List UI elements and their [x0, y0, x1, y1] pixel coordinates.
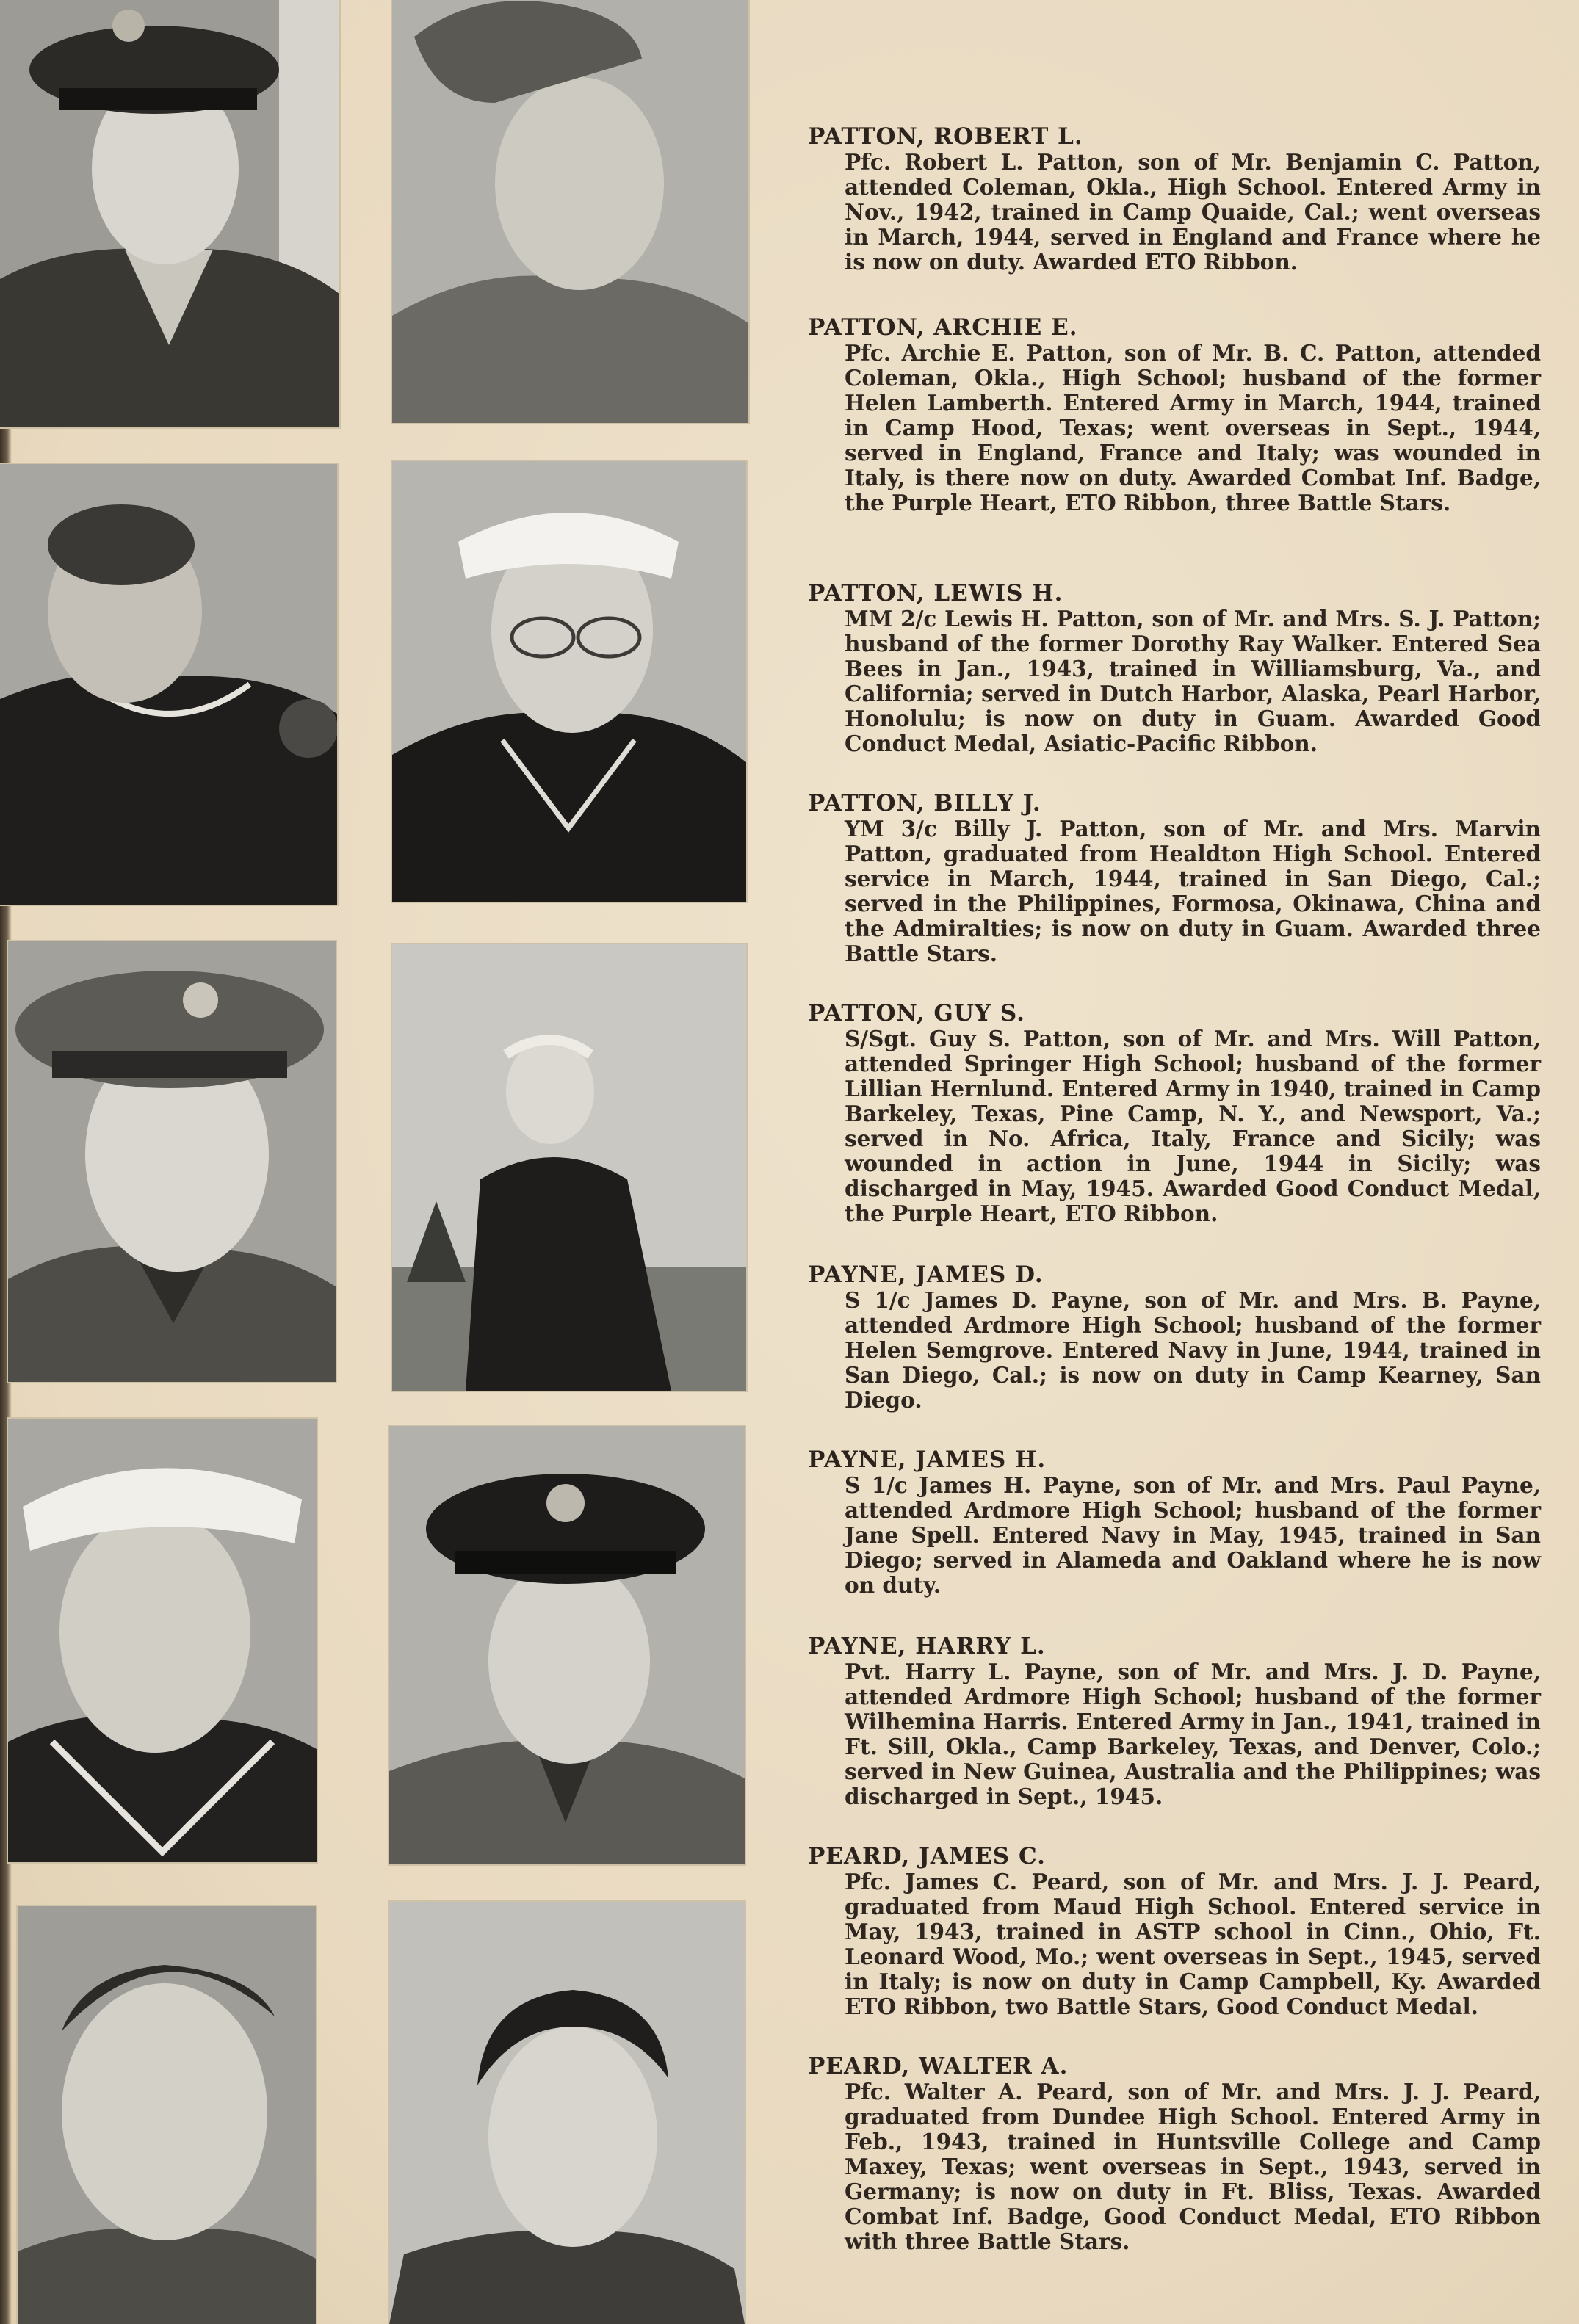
- portrait-photo-6: [392, 944, 746, 1391]
- portrait-photo-2: [392, 0, 748, 423]
- portrait-photo: [392, 944, 746, 1391]
- roster-entry: [808, 1843, 1541, 2019]
- portrait-photo: [389, 1902, 745, 2324]
- portrait-photo-10: [389, 1902, 745, 2324]
- entry-bio: Pfc. Walter A. Peard, son of Mr. and Mrs. J. J. Peard, graduated from Dundee High School. Entered Army in Feb., 1943, trained in Huntsville College and Camp Maxey, Texas; went overseas in Sept., 1943, served in Germany; is now on duty in Ft. Bliss, Texas. Awarded Combat Inf. Badge, Good Conduct Medal, ETO Ribbon with three Battle Stars.: [845, 2079, 1541, 2254]
- roster-entry: [808, 314, 1541, 515]
- portrait-photo-5: [8, 941, 336, 1382]
- roster-entry: [808, 1633, 1541, 1809]
- entry-bio: YM 3/c Billy J. Patton, son of Mr. and Mrs. Marvin Patton, graduated from Healdton High School. Entered service in March, 1944, trained in San Diego, Cal.; served in the Philippines, Formosa, Okinawa, China and the Admiralties; is now on duty in Guam. Awarded three Battle Stars.: [845, 816, 1541, 966]
- entry-bio: S 1/c James H. Payne, son of Mr. and Mrs. Paul Payne, attended Ardmore High School; husband of the former Jane Spell. Entered Navy in May, 1945, trained in San Diego; served in Alameda and Oakland where he is now on duty.: [845, 1472, 1541, 1598]
- entry-bio: S/Sgt. Guy S. Patton, son of Mr. and Mrs. Will Patton, attended Springer High School; husband of the former Lillian Hernlund. Entered Army in 1940, trained in Camp Barkeley, Texas, Pine Camp, N. Y., and Newsport, Va.; served in No. Africa, Italy, France and Sicily; was wounded in action in June, 1944 in Sicily; was discharged in May, 1945. Awarded Good Conduct Medal, the Purple Heart, ETO Ribbon.: [845, 1026, 1541, 1226]
- entry-name: PATTON, GUY S.: [808, 1000, 1025, 1027]
- entry-bio: S 1/c James D. Payne, son of Mr. and Mrs. B. Payne, attended Ardmore High School; husband of the former Helen Semgrove. Entered Navy in June, 1944, trained in San Diego, Cal.; is now on duty in Camp Kearney, San Diego.: [845, 1287, 1541, 1413]
- portrait-photo-4: [392, 461, 746, 902]
- roster-entry: [808, 790, 1541, 966]
- entry-bio: Pvt. Harry L. Payne, son of Mr. and Mrs. J. D. Payne, attended Ardmore High School; husband of the former Wilhemina Harris. Entered Army in Jan., 1941, trained in Ft. Sill, Okla., Camp Barkeley, Texas, and Denver, Colo.; served in New Guinea, Australia and the Philippines; was discharged in Sept., 1945.: [845, 1659, 1541, 1809]
- entry-name: PATTON, ROBERT L.: [808, 123, 1083, 150]
- portrait-photo: [8, 941, 336, 1382]
- roster-entry: [808, 1000, 1541, 1226]
- entry-name: PATTON, BILLY J.: [808, 790, 1041, 817]
- roster-entry: [808, 123, 1541, 275]
- roster-entry: [808, 580, 1541, 756]
- entry-bio: Pfc. James C. Peard, son of Mr. and Mrs. J. J. Peard, graduated from Maud High School. Entered service in May, 1943, trained in ASTP school in Cinn., Ohio, Ft. Leonard Wood, Mo.; went overseas in Sept., 1945, served in Italy; is now on duty in Camp Campbell, Ky. Awarded ETO Ribbon, two Battle Stars, Good Conduct Medal.: [845, 1869, 1541, 2019]
- roster-entry: [808, 2053, 1541, 2254]
- entry-bio: MM 2/c Lewis H. Patton, son of Mr. and Mrs. S. J. Patton; husband of the former Dorothy Ray Walker. Entered Sea Bees in Jan., 1943, trained in Williamsburg, Va., and California; served in Dutch Harbor, Alaska, Pearl Harbor, Honolulu; is now on duty in Guam. Awarded Good Conduct Medal, Asiatic-Pacific Ribbon.: [845, 606, 1541, 756]
- entry-name: PEARD, JAMES C.: [808, 1843, 1046, 1869]
- portrait-photo-3: [0, 464, 337, 905]
- portrait-photo-8: [389, 1426, 745, 1864]
- portrait-photo: [18, 1906, 316, 2324]
- portrait-photo-1: [0, 0, 339, 427]
- roster-entry: [808, 1261, 1541, 1413]
- entry-name: PATTON, ARCHIE E.: [808, 314, 1078, 341]
- entry-name: PAYNE, JAMES H.: [808, 1447, 1047, 1473]
- portrait-photo-7: [8, 1419, 317, 1862]
- portrait-photo: [0, 0, 339, 427]
- portrait-photo: [392, 461, 746, 902]
- entry-name: PAYNE, HARRY L.: [808, 1633, 1046, 1659]
- entry-name: PATTON, LEWIS H.: [808, 580, 1063, 607]
- entry-bio: Pfc. Archie E. Patton, son of Mr. B. C. Patton, attended Coleman, Okla., High School; husband of the former Helen Lamberth. Entered Army in March, 1944, trained in Camp Hood, Texas; went overseas in Sept., 1944, served in England, France and Italy; was wounded in Italy, is there now on duty. Awarded Combat Inf. Badge, the Purple Heart, ETO Ribbon, three Battle Stars.: [845, 340, 1541, 515]
- portrait-photo: [392, 0, 748, 423]
- portrait-photo: [389, 1426, 745, 1864]
- portrait-photo: [0, 464, 337, 905]
- entry-name: PEARD, WALTER A.: [808, 2053, 1069, 2079]
- entry-bio: Pfc. Robert L. Patton, son of Mr. Benjamin C. Patton, attended Coleman, Okla., High School. Entered Army in Nov., 1942, trained in Camp Quaide, Cal.; went overseas in March, 1944, served in England and France where he is now on duty. Awarded ETO Ribbon.: [845, 149, 1541, 275]
- roster-entry: [808, 1447, 1541, 1598]
- portrait-photo: [8, 1419, 317, 1862]
- portrait-photo-9: [18, 1906, 316, 2324]
- entry-name: PAYNE, JAMES D.: [808, 1261, 1044, 1288]
